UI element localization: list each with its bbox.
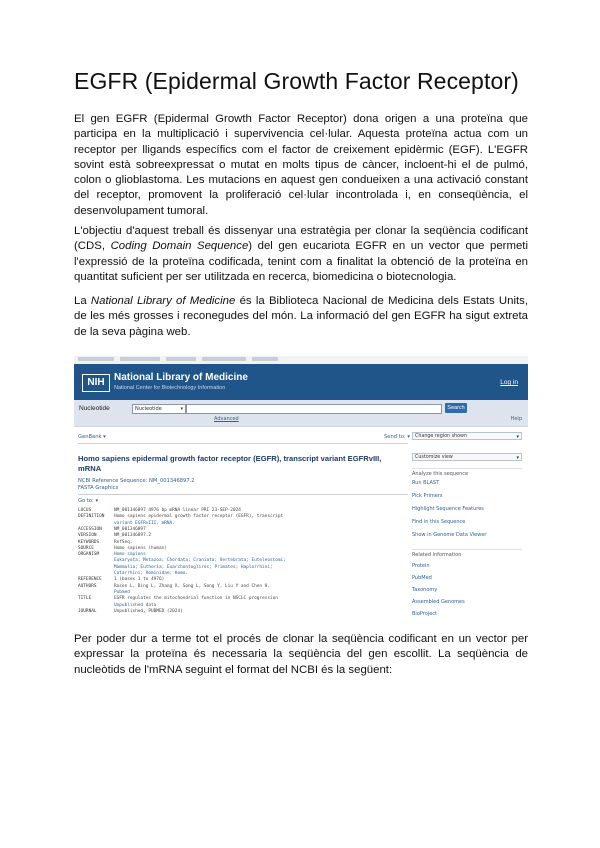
- flatfile-key: TITLE: [78, 596, 92, 602]
- search-button[interactable]: Search: [445, 403, 467, 413]
- related-link[interactable]: Protein: [412, 563, 430, 569]
- flatfile-row: [78, 590, 408, 595]
- flatfile-value: Homo sapiens epidermal growth factor receptor (EGFR), transcript: [114, 514, 284, 520]
- nih-header-bar: [74, 364, 528, 400]
- paragraph-objective: [74, 224, 528, 285]
- paragraph-sequence-intro: Per poder dur a terme tot el procés de clonar la seqüència codificant en un vector per expressar la proteïna és necessaria la seqüència del gen escollit. La seqüència de nucleòtids de l'mRNA seguint el format del NCBI és la següent:: [74, 633, 528, 676]
- login-link[interactable]: Log in: [500, 379, 518, 386]
- flatfile-key: LOCUS: [78, 508, 92, 513]
- customize-view-select[interactable]: Customize view ▾: [412, 453, 522, 461]
- analyze-link[interactable]: Show in Genome Data Viewer: [412, 532, 487, 538]
- send-to-link[interactable]: Send to: ▾: [384, 434, 410, 440]
- record-column: [78, 432, 408, 621]
- flatfile-row: [78, 577, 408, 582]
- analyze-link[interactable]: Run BLAST: [412, 480, 440, 486]
- flatfile-key: ACCESSION: [78, 526, 102, 532]
- flatfile-value: Catarrhini; Hominidae; Homo.: [114, 571, 189, 576]
- flatfile-key: AUTHORS: [78, 583, 97, 589]
- flatfile-row: [78, 540, 408, 545]
- genbank-format-link[interactable]: GenBank ▾: [78, 434, 106, 440]
- flatfile-value: NM_001346897 4976 bp mRNA linear PRI 23-SEP-2024: [114, 508, 241, 513]
- analyze-link[interactable]: Pick Primers: [412, 493, 443, 499]
- ncbi-subtitle: National Center for Biotechnology Information: [114, 385, 226, 391]
- flatfile-value: NM_001346897.2: [114, 533, 152, 539]
- flatfile-row: [78, 508, 408, 513]
- related-header: Related information: [412, 552, 462, 558]
- record-title: Homo sapiens epidermal growth factor receptor (EGFR), transcript variant EGFRvIII, mRNA: [78, 454, 382, 473]
- flatfile-value: 1 (bases 1 to 4976): [114, 577, 165, 583]
- flatfile-row: [78, 514, 408, 519]
- record-divider-2: [78, 494, 408, 495]
- related-link[interactable]: Taxonomy: [412, 587, 438, 593]
- flatfile-key: VERSION: [78, 533, 97, 539]
- flatfile-value: Homo sapiens: [114, 552, 146, 558]
- flatfile-row: [78, 521, 408, 526]
- flatfile-value: Homo sapiens (human): [114, 545, 167, 551]
- header-divider: [74, 426, 528, 427]
- nlm-title: National Library of Medicine: [114, 372, 248, 383]
- record-links[interactable]: FASTA Graphics: [78, 485, 119, 491]
- paragraph-nlm-text-1: La: [74, 295, 91, 307]
- flatfile-value: RefSeq.: [114, 539, 133, 545]
- change-region-select[interactable]: Change region shown ▾: [412, 432, 522, 440]
- flatfile-value: Unpublished, PUBMED (2024): [114, 608, 183, 614]
- paragraph-intro: El gen EGFR (Epidermal Growth Factor Receptor) dona origen a una proteïna que participa en la multiplicació i supervivencia cel·lular. Aquesta proteïna actua com un receptor per lligands específics com el factor de creixement epidèrmic (EGF). L'EGFR sovint està sobreexpressat o mutat en molts tipus de càncer, incloent-hi el de pulmó, colon o glioblastoma. Les mutacions en aquest gen condueixen a una activació constant del receptor, promovent la proliferació cel·lular incontrolada i, en conseqüència, el desenvolupament tumoral.: [74, 113, 528, 217]
- nih-logo[interactable]: NIH: [82, 374, 110, 392]
- database-select[interactable]: Nucleotide ▾: [132, 404, 186, 414]
- help-link[interactable]: Help: [510, 416, 522, 422]
- flatfile-key: DEFINITION: [78, 514, 105, 520]
- flatfile-key: REFERENCE: [78, 577, 102, 583]
- flatfile-value: NM_001346897: [114, 526, 146, 532]
- record-divider: [78, 443, 408, 444]
- flatfile-row: [78, 552, 408, 557]
- sidebar: [412, 432, 524, 621]
- related-link[interactable]: Assembled Genomes: [412, 599, 465, 605]
- flatfile-value: Unpublished data: [114, 602, 157, 608]
- flatfile-key: KEYWORDS: [78, 539, 100, 545]
- goto-link[interactable]: Go to: ▾: [78, 498, 99, 504]
- paragraph-objective-text-1: L'objectiu d'aquest treball és dissenyar una estratègia per clonar la seqüència codificant (CDS,: [74, 225, 528, 253]
- flatfile-row: [78, 609, 408, 614]
- flatfile-key: ORGANISM: [78, 552, 100, 558]
- flatfile-row: [78, 603, 408, 608]
- flatfile-row: [78, 558, 408, 563]
- related-link[interactable]: PubMed: [412, 575, 432, 581]
- paragraph-objective-italic: Coding Domain Sequence: [110, 240, 249, 253]
- flatfile-value: variant EGFRvIII, mRNA.: [114, 520, 175, 526]
- flatfile-row: [78, 546, 408, 551]
- flatfile-value: Pubmed: [114, 589, 130, 595]
- flatfile-row: [78, 596, 408, 601]
- flatfile-value: EGFR regulates the mitochondrial function in NSCLC progression: [114, 596, 278, 602]
- flatfile-row: [78, 584, 408, 589]
- analyze-link[interactable]: Highlight Sequence Features: [412, 506, 484, 512]
- flatfile-key: JOURNAL: [78, 608, 97, 614]
- flatfile-row: [78, 571, 408, 576]
- paragraph-nlm: [74, 294, 528, 340]
- record-accession[interactable]: NCBI Reference Sequence: NM_001346897.2: [78, 478, 195, 484]
- browser-bookmark-strip: [74, 356, 528, 364]
- ncbi-screenshot: [74, 356, 528, 621]
- flatfile-row: [78, 533, 408, 538]
- paragraph-objective-text-2: ) del gen eucariota EGFR en un vector que permeti l'expressió de la proteïna codificada, tenint com a finalitat la obtenció de la proteïna en quantitat suficient per ser utilitzada en recerca, biomedicina o biotecnologia.: [74, 240, 528, 283]
- paragraph-nlm-text-2: és la Biblioteca Nacional de Medicina dels Estats Units, de les més grosses i reconegudes del món. La informació del gen EGFR ha sigut extreta de la seva pàgina web.: [74, 295, 529, 338]
- flatfile-row: [78, 527, 408, 532]
- sidebar-divider-2: [412, 549, 522, 550]
- flatfile-key: SOURCE: [78, 545, 94, 551]
- flatfile-value: Eukaryota; Metazoa; Chordata; Craniata; Vertebrata; Euteleostomi;: [114, 558, 286, 564]
- search-input[interactable]: [186, 404, 442, 414]
- document-title: EGFR (Epidermal Growth Factor Receptor): [74, 68, 519, 94]
- related-link[interactable]: BioProject: [412, 611, 437, 617]
- search-bar: [74, 400, 528, 426]
- analyze-link[interactable]: Find in this Sequence: [412, 519, 466, 525]
- flatfile-value: Mammalia; Eutheria; Euarchontoglires; Primates; Haplorrhini;: [114, 564, 273, 570]
- database-label: Nucleotide: [79, 405, 110, 412]
- analyze-header: Analyze this sequence: [412, 471, 469, 477]
- flatfile-row: [78, 565, 408, 570]
- paragraph-nlm-italic: National Library of Medicine: [90, 295, 236, 307]
- flatfile-value: Rosen L, Ding L, Zhang X, Song L, Song Y, Liu Y and Chen H.: [114, 583, 270, 589]
- advanced-link[interactable]: Advanced: [214, 416, 239, 422]
- sidebar-divider: [412, 468, 522, 469]
